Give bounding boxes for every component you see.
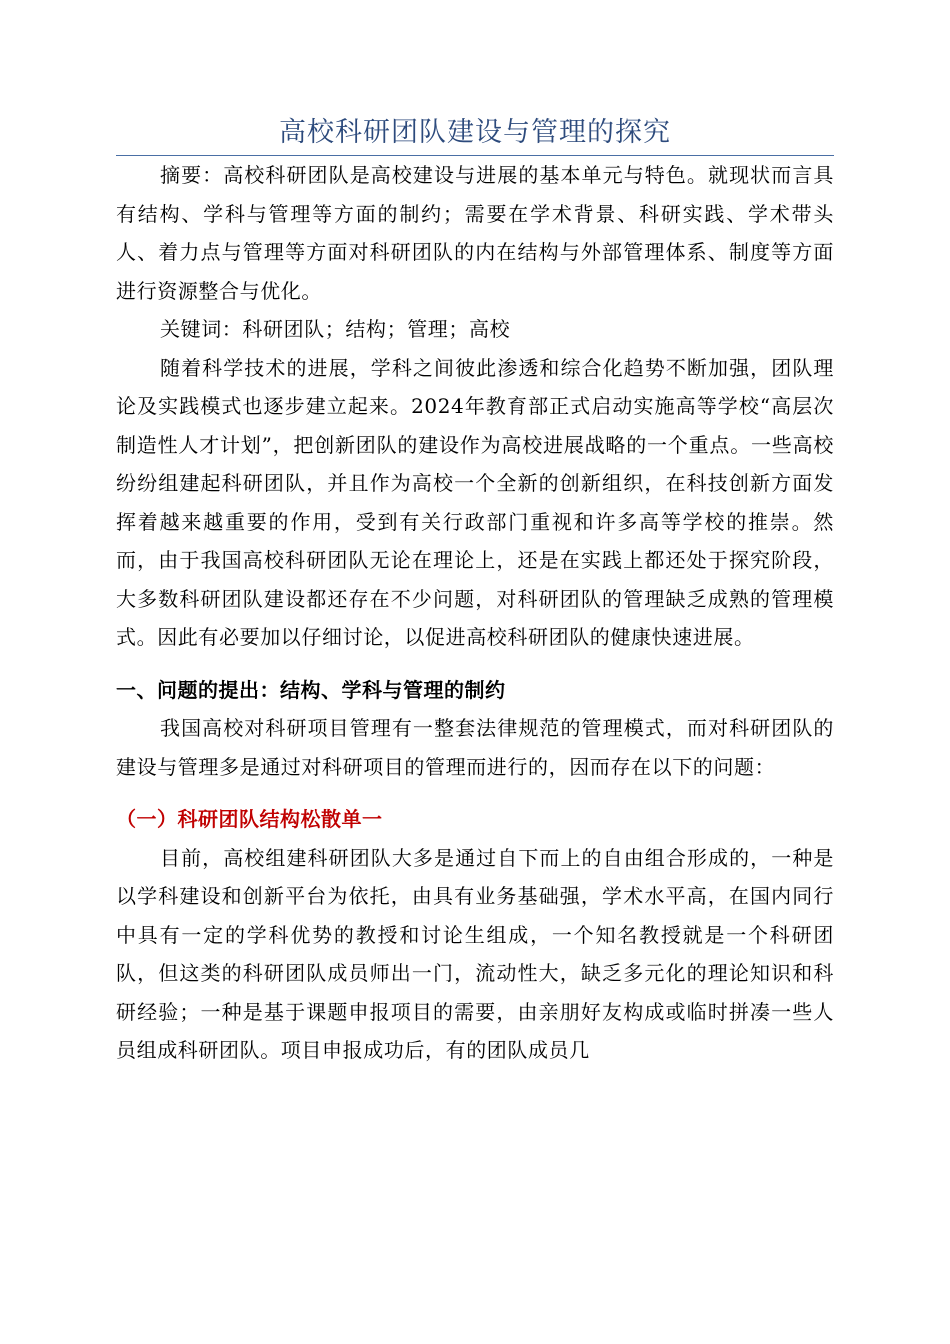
section-heading: 一、问题的提出：结构、学科与管理的制约 xyxy=(116,677,506,702)
keywords-paragraph: 关键词：科研团队；结构；管理；高校 xyxy=(160,317,511,341)
document-page xyxy=(116,0,834,1070)
intro-paragraph: 随着科学技术的进展，学科之间彼此渗透和综合化趋势不断加强，团队理论及实践模式也逐步建立起来。2024年教育部正式启动实施高等学校“高层次制造性人才计划”，把创新团队的建设作为高校进展战略的一个重点。一些高校纷纷组建起科研团队，并且作为高校一个全新的创新组织，在科技创新方面发挥着越来越重要的作用，受到有关行政部门重视和许多高等学校的推崇。然而，由于我国高校科研团队无论在理论上，还是在实践上都还处于探究阶段，大多数科研团队建设都还存在不少问题，对科研团队的管理缺乏成熟的管理模式。因此有必要加以仔细讨论，以促进高校科研团队的健康快速进展。 xyxy=(116,355,834,649)
section-paragraph: 我国高校对科研项目管理有一整套法律规范的管理模式，而对科研团队的建设与管理多是通过对科研项目的管理而进行的，因而存在以下的问题： xyxy=(116,716,834,779)
subsection-heading: （一）科研团队结构松散单一 xyxy=(116,807,383,831)
subsection-paragraph: 目前，高校组建科研团队大多是通过自下而上的自由组合形成的，一种是以学科建设和创新平台为依托，由具有业务基础强，学术水平高，在国内同行中具有一定的学科优势的教授和讨论生组成，一个知名教授就是一个科研团队，但这类的科研团队成员师出一门，流动性大，缺乏多元化的理论知识和科研经验；一种是基于课题申报项目的需要，由亲朋好友构成或临时拼凑一些人员组成科研团队。项目申报成功后，有的团队成员几 xyxy=(116,845,834,1062)
document-title: 高校科研团队建设与管理的探究 xyxy=(279,117,671,148)
abstract-paragraph: 摘要：高校科研团队是高校建设与进展的基本单元与特色。就现状而言具有结构、学科与管理等方面的制约；需要在学术背景、科研实践、学术带头人、着力点与管理等方面对科研团队的内在结构与外部管理体系、制度等方面进行资源整合与优化。 xyxy=(116,163,834,303)
